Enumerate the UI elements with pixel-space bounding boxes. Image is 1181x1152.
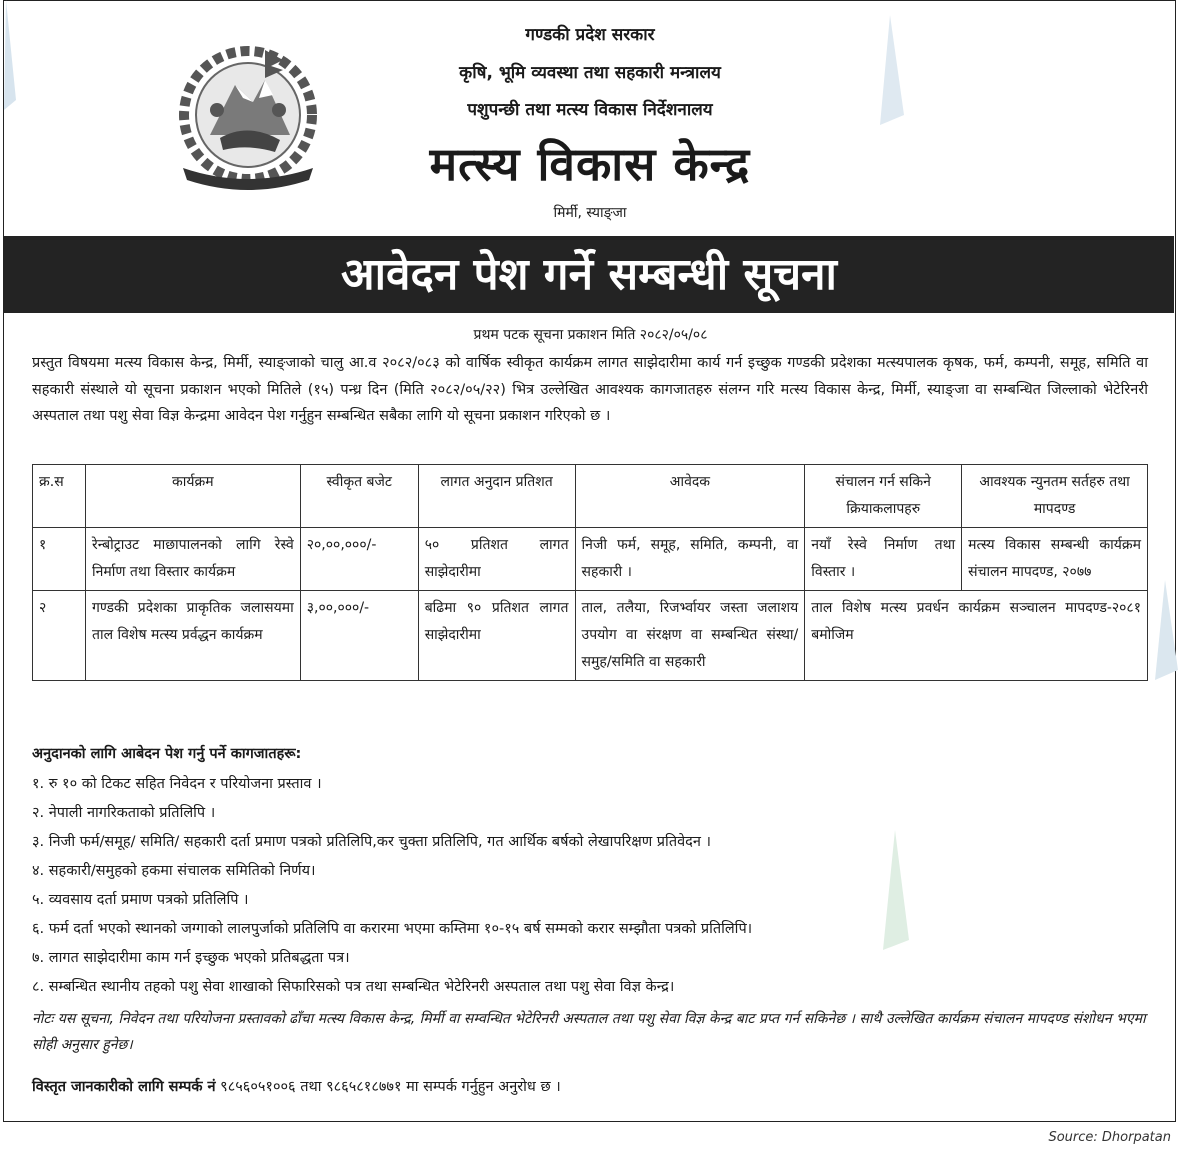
source-credit: Source: Dhorpatan: [1048, 1130, 1171, 1145]
program-table: [32, 464, 1148, 681]
directorate-name: पशुपन्छी तथा मत्स्य विकास निर्देशनालय: [467, 100, 713, 120]
contact-numbers: ९८५६०५१००६ तथा ९८६५८१८७७१ मा सम्पर्क गर्नुहुन अनुरोध छ ।: [215, 1079, 561, 1095]
col-header-budget: स्वीकृत बजेट: [300, 465, 418, 528]
col-header-activities: संचालन गर्न सकिने क्रियाकलापहरु: [805, 465, 962, 528]
table-header-row: [33, 465, 1148, 528]
office-location: मिर्मी, स्याङ्जा: [553, 205, 627, 221]
cell-subsidy: बढिमा ९० प्रतिशत लागत साझेदारीमा: [418, 591, 575, 681]
table-row: [33, 591, 1148, 681]
cell-activities: नयाँ रेस्वे निर्माण तथा विस्तार ।: [805, 528, 962, 591]
ministry-name: कृषि, भूमि व्यवस्था तथा सहकारी मन्त्रालय: [459, 63, 721, 83]
col-header-criteria: आवश्यक न्युनतम सर्तहरु तथा मापदण्ड: [962, 465, 1148, 528]
cell-applicant: ताल, तलैया, रिजर्भ्वायर जस्ता जलाशय उपयोग वा संरक्षण वा सम्बन्धित संस्था/समुह/समिति वा सहकारी: [575, 591, 805, 681]
list-item: ६. फर्म दर्ता भएको स्थानको जग्गाको लालपुर्जाको प्रतिलिपि वा करारमा भएमा कम्तिमा १०-१५ बर्ष सम्मको करार सम्झौता पत्रको प्रतिलिपि।: [32, 921, 753, 937]
government-name: गण्डकी प्रदेश सरकार: [525, 25, 655, 45]
list-item: ७. लागत साझेदारीमा काम गर्न इच्छुक भएको प्रतिबद्धता पत्र।: [32, 950, 350, 966]
cell-applicant: निजी फर्म, समूह, समिति, कम्पनी, वा सहकारी ।: [575, 528, 805, 591]
list-item: ३. निजी फर्म/समूह/ समिति/ सहकारी दर्ता प्रमाण पत्रको प्रतिलिपि,कर चुक्ता प्रतिलिपि, गत आर्थिक बर्षको लेखापरिक्षण प्रतिवेदन ।: [32, 834, 711, 850]
cell-subsidy: ५० प्रतिशत लागत साझेदारीमा: [418, 528, 575, 591]
table-row: [33, 528, 1148, 591]
col-header-sn: क्र.स: [33, 465, 86, 528]
list-item: ५. व्यवसाय दर्ता प्रमाण पत्रको प्रतिलिपि ।: [32, 892, 249, 908]
watermark-arrow-icon: [1150, 580, 1180, 680]
cell-activities-criteria: ताल विशेष मत्स्य प्रवर्धन कार्यक्रम सञ्चालन मापदण्ड-२०८१ बमोजिम: [805, 591, 1148, 681]
watermark-arrow-icon: [0, 0, 20, 110]
note-paragraph: नोटः यस सूचना, निवेदन तथा परियोजना प्रस्तावको ढाँचा मत्स्य विकास केन्द्र, मिर्मी वा सम्वन्धित भेटेरिनरी अस्पताल तथा पशु सेवा विज्ञ केन्द्र बाट प्रप्त गर्न सकिनेछ । साथै उल्लेखित कार्यक्रम संचालन मापदण्ड संशोधन भएमा सोही अनुसार हुनेछ।: [32, 1011, 1146, 1053]
cell-sn: १: [33, 528, 86, 591]
notice-title-banner: आवेदन पेश गर्ने सम्बन्धी सूचना: [4, 236, 1174, 313]
list-item: २. नेपाली नागरिकताको प्रतिलिपि ।: [32, 805, 216, 821]
list-item: ४. सहकारी/समुहको हकमा संचालक समितिको निर्णय।: [32, 863, 316, 879]
intro-paragraph: प्रस्तुत विषयमा मत्स्य विकास केन्द्र, मिर्मी, स्याङ्जाको चालु आ.व २०८२/०८३ को वार्षिक स्वीकृत कार्यक्रम लागत साझेदारीमा कार्य गर्न इच्छुक गण्डकी प्रदेशका मत्स्यपालक कृषक, फर्म, कम्पनी, समूह, समिति वा सहकारी संस्थाले यो सूचना प्रकाशन भएको मितिले (१५) पन्ध्र दिन (मिति २०८२/०५/२२) भित्र उल्लेखित आवश्यक कागजातहरु संलग्न गरि मत्स्य विकास केन्द्र, मिर्मी, स्याङ्जा वा सम्बन्धित जिल्लाको भेटेरिनरी अस्पताल तथा पशु सेवा विज्ञ केन्द्रमा आवेदन पेश गर्नुहुन सम्बन्धित सबैका लागि यो सूचना प्रकाशन गरिएको छ ।: [32, 355, 1148, 424]
cell-budget: ३,००,०००/-: [300, 591, 418, 681]
contact-line: [32, 1076, 1150, 1096]
cell-program: गण्डकी प्रदेशका प्राकृतिक जलासयमा ताल विशेष मत्स्य प्रर्वद्धन कार्यक्रम: [85, 591, 300, 681]
documents-list: [32, 770, 1152, 1002]
col-header-applicant: आवेदक: [575, 465, 805, 528]
col-header-program: कार्यक्रम: [85, 465, 300, 528]
cell-criteria: मत्स्य विकास सम्बन्धी कार्यक्रम संचालन मापदण्ड, २०७७: [962, 528, 1148, 591]
list-item: १. रु १० को टिकट सहित निवेदन र परियोजना प्रस्ताव ।: [32, 776, 322, 792]
cell-budget: २०,००,०००/-: [300, 528, 418, 591]
cell-sn: २: [33, 591, 86, 681]
publish-date: प्रथम पटक सूचना प्रकाशन मिति २०८२/०५/०८: [473, 327, 708, 343]
col-header-subsidy: लागत अनुदान प्रतिशत: [418, 465, 575, 528]
contact-label: विस्तृत जानकारीको लागि सम्पर्क नं: [32, 1079, 216, 1095]
office-name: मत्स्य विकास केन्द्र: [429, 137, 751, 191]
documents-title: अनुदानको लागि आबेदन पेश गर्नु पर्ने कागजातहरू:: [32, 746, 302, 762]
cell-program: रेन्बोट्राउट माछापालनको लागि रेस्वे निर्माण तथा विस्तार कार्यक्रम: [85, 528, 300, 591]
list-item: ८. सम्बन्धित स्थानीय तहको पशु सेवा शाखाको सिफारिसको पत्र तथा सम्बन्धित भेटेरिनरी अस्पताल तथा पशु सेवा विज्ञ केन्द्र।: [32, 979, 675, 995]
